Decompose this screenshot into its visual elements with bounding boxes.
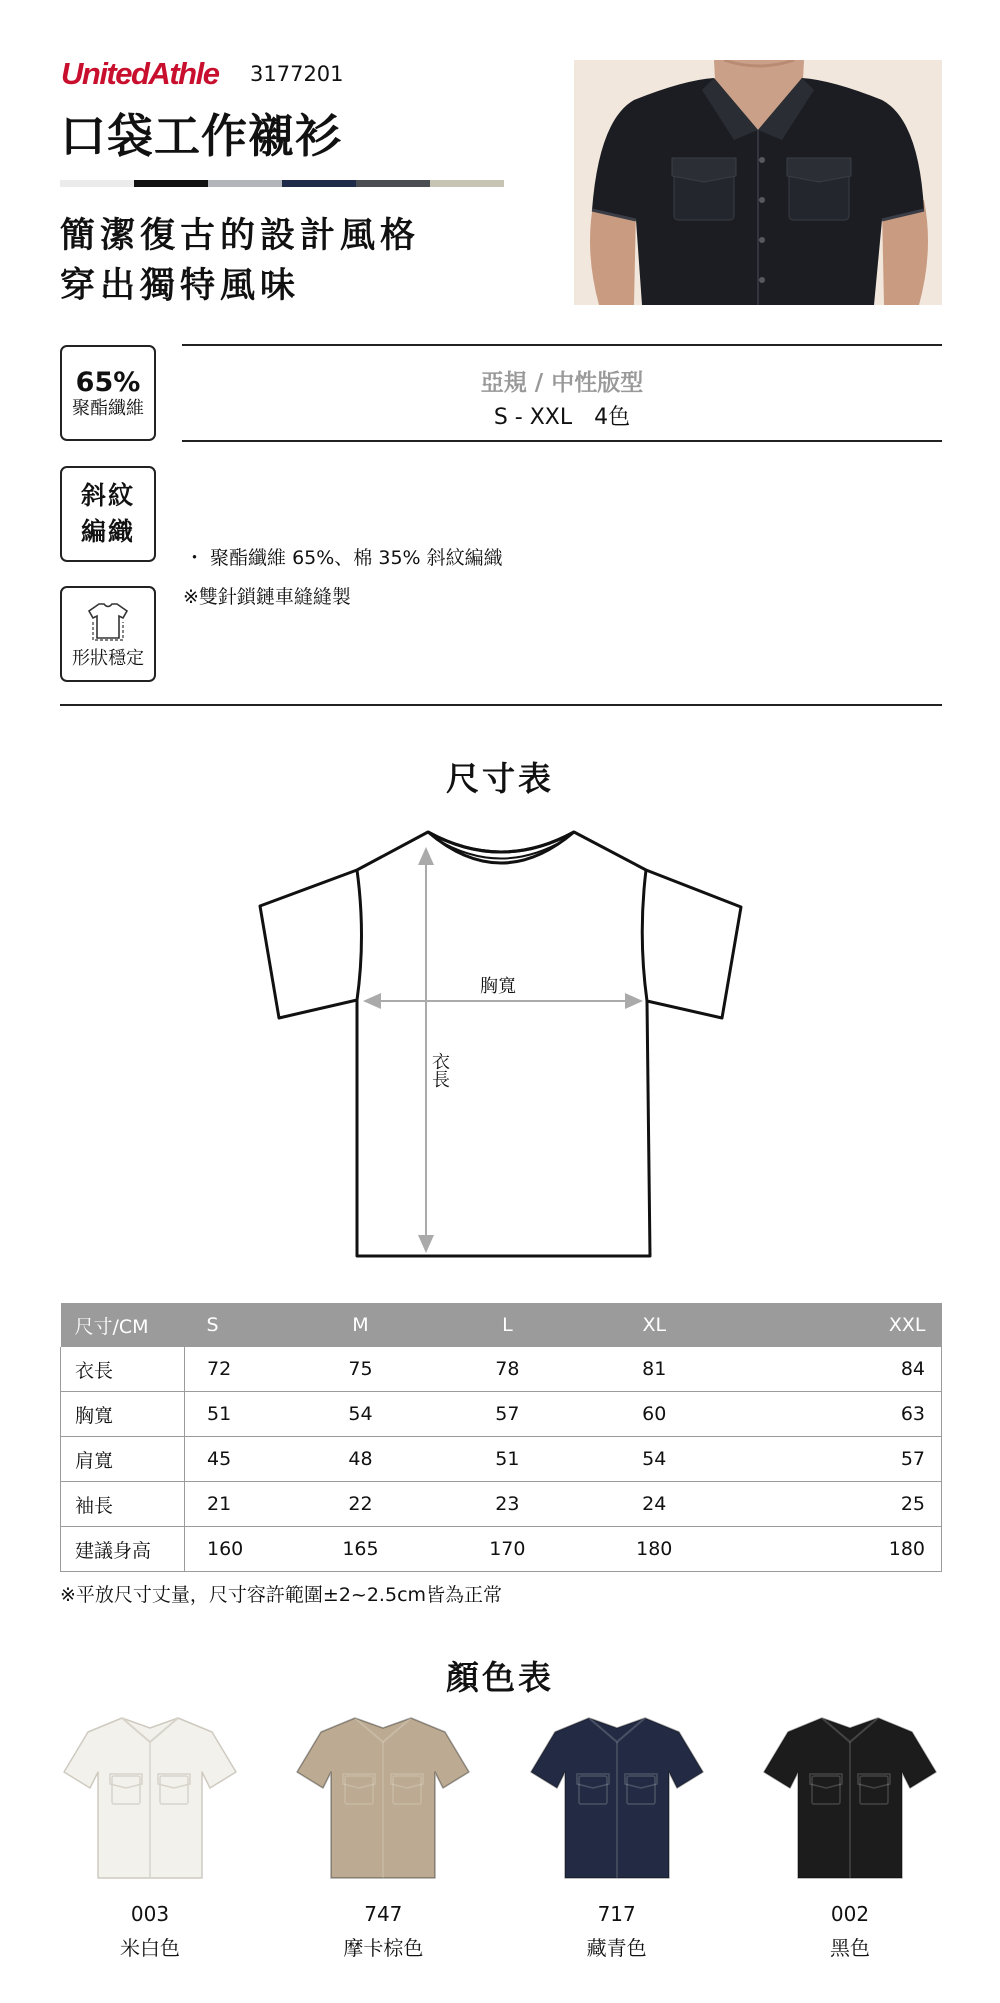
color-strip-segment	[208, 180, 282, 187]
table-row	[61, 1347, 942, 1392]
table-cell: 51	[434, 1437, 581, 1482]
material-percent: 65%	[75, 366, 141, 398]
chest-label: 胸寬	[480, 976, 516, 997]
size-header: XXL	[728, 1303, 942, 1347]
size-table-header	[61, 1303, 942, 1347]
size-header: XL	[581, 1303, 728, 1347]
table-row	[61, 1482, 942, 1527]
shirt-swatch-image	[293, 1712, 473, 1884]
weave-label-line-2: 編織	[80, 517, 135, 546]
shape-stable-badge	[60, 586, 156, 682]
table-cell: 23	[434, 1482, 581, 1527]
color-item	[517, 1712, 717, 1962]
row-label: 肩寬	[61, 1437, 185, 1482]
tshirt-diagram	[258, 826, 744, 1262]
table-cell: 180	[581, 1527, 728, 1572]
size-header: S	[185, 1303, 288, 1347]
weave-badge	[60, 466, 156, 562]
color-strip-segment	[430, 180, 504, 187]
shirt-swatch-image	[527, 1712, 707, 1884]
color-strip-segment	[282, 180, 356, 187]
brand-logo: UnitedAthle	[61, 56, 219, 91]
fabric-note: ・ 聚酯纖維 65%、棉 35% 斜紋編織	[185, 547, 503, 569]
color-name: 米白色	[120, 1936, 180, 1960]
weave-label-line-1: 斜紋	[80, 480, 135, 510]
table-cell: 48	[287, 1437, 434, 1482]
color-chart-title: 顏色表	[446, 1658, 554, 1697]
color-strip-segment	[356, 180, 430, 187]
table-cell: 51	[185, 1392, 288, 1437]
divider	[182, 440, 942, 442]
table-cell: 72	[185, 1347, 288, 1392]
table-cell: 25	[728, 1482, 942, 1527]
table-cell: 84	[728, 1347, 942, 1392]
table-row	[61, 1392, 942, 1437]
color-item	[50, 1712, 250, 1962]
color-code: 717	[597, 1902, 636, 1926]
shirt-swatch-image	[760, 1712, 940, 1884]
color-strip	[60, 180, 504, 187]
table-row	[61, 1437, 942, 1482]
size-header-unit: 尺寸/CM	[61, 1303, 185, 1347]
table-cell: 57	[434, 1392, 581, 1437]
table-cell: 21	[185, 1482, 288, 1527]
table-cell: 45	[185, 1437, 288, 1482]
row-label: 建議身高	[61, 1527, 185, 1572]
table-cell: 24	[581, 1482, 728, 1527]
color-item	[283, 1712, 483, 1962]
size-table	[60, 1303, 942, 1572]
table-cell: 165	[287, 1527, 434, 1572]
table-cell: 160	[185, 1527, 288, 1572]
table-cell: 22	[287, 1482, 434, 1527]
tagline-line-2: 穿出獨特風味	[60, 266, 301, 306]
row-label: 袖長	[61, 1482, 185, 1527]
table-cell: 81	[581, 1347, 728, 1392]
table-cell: 57	[728, 1437, 942, 1482]
tshirt-icon	[83, 600, 133, 644]
divider	[182, 344, 942, 346]
size-range: S - XXL 4色	[493, 405, 631, 430]
color-name: 藏青色	[586, 1936, 647, 1960]
color-code: 003	[130, 1902, 170, 1926]
stitch-note: ※雙針鎖鏈車縫縫製	[183, 586, 351, 608]
table-cell: 63	[728, 1392, 942, 1437]
table-cell: 170	[434, 1527, 581, 1572]
color-name: 摩卡棕色	[343, 1936, 424, 1960]
material-label: 聚酯纖維	[72, 397, 144, 419]
length-label: 衣長	[429, 1052, 450, 1088]
tagline-line-1: 簡潔復古的設計風格	[60, 216, 421, 256]
size-note: ※平放尺寸丈量，尺寸容許範圍±2~2.5cm皆為正常	[60, 1584, 503, 1606]
table-cell: 54	[581, 1437, 728, 1482]
color-item	[750, 1712, 950, 1962]
size-header: L	[434, 1303, 581, 1347]
color-strip-segment	[134, 180, 208, 187]
hero-photo	[574, 60, 942, 305]
table-cell: 60	[581, 1392, 728, 1437]
color-code: 747	[364, 1902, 403, 1926]
material-badge	[60, 345, 156, 441]
product-code: 3177201	[250, 62, 344, 86]
color-code: 002	[830, 1902, 870, 1926]
row-label: 衣長	[61, 1347, 185, 1392]
color-strip-segment	[60, 180, 134, 187]
color-name: 黑色	[829, 1936, 870, 1960]
size-chart-title: 尺寸表	[446, 759, 554, 798]
fit-type: 亞規 / 中性版型	[480, 370, 644, 396]
table-cell: 54	[287, 1392, 434, 1437]
table-cell: 75	[287, 1347, 434, 1392]
color-list	[50, 1712, 950, 1962]
row-label: 胸寬	[61, 1392, 185, 1437]
table-cell: 78	[434, 1347, 581, 1392]
table-cell: 180	[728, 1527, 942, 1572]
section-divider	[60, 704, 942, 706]
shape-label: 形狀穩定	[72, 648, 144, 670]
product-title: 口袋工作襯衫	[60, 109, 342, 163]
table-row	[61, 1527, 942, 1572]
shirt-swatch-image	[60, 1712, 240, 1884]
size-header: M	[287, 1303, 434, 1347]
